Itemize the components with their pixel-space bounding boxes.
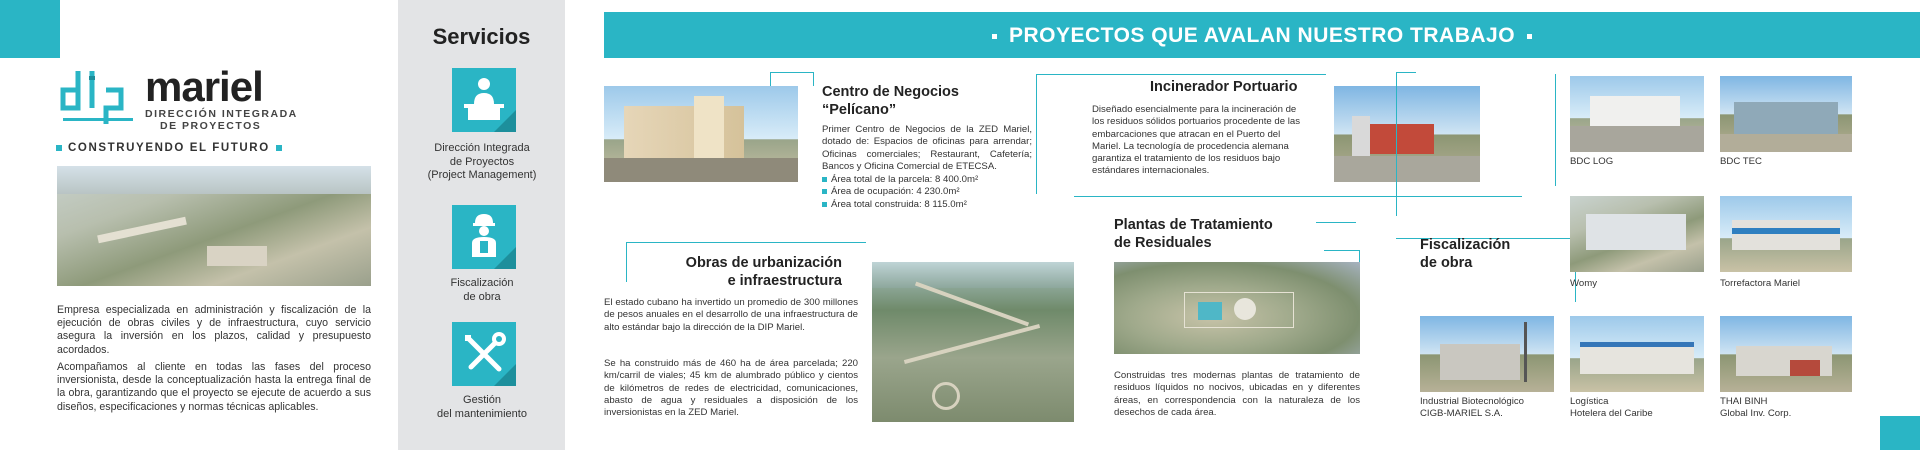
wrench-screwdriver-icon (452, 322, 516, 386)
fiscalizacion-connector-3 (1555, 74, 1556, 186)
service-icon-box-2 (452, 205, 516, 269)
logo (58, 66, 144, 128)
service-icon-box-3 (452, 322, 516, 386)
stat-item: Área total de la parcela: 8 400.0m² (822, 174, 978, 186)
brand-name: mariel (145, 63, 263, 110)
aerial-photo-zed (57, 166, 371, 286)
womy-caption: Womy (1570, 278, 1598, 289)
bdc-tec-photo (1720, 76, 1852, 152)
womy-photo (1570, 196, 1704, 272)
slogan (56, 142, 288, 154)
brand-subtitle-1: DIRECCIÓN INTEGRADA (145, 108, 298, 120)
plantas-connector (1316, 222, 1356, 223)
urbanizacion-title: Obras de urbanización e infraestructura (685, 255, 842, 289)
corner-accent-bottom-right (1880, 416, 1920, 450)
slogan-square-right (276, 145, 282, 151)
pelicano-stats (822, 174, 978, 211)
stat-item: Área total construida: 8 115.0m² (822, 199, 978, 211)
plantas-title: Plantas de Tratamiento de Residuales (1114, 217, 1273, 251)
service-label-3: Gestión del mantenimiento (437, 394, 527, 420)
pelicano-title: Centro de Negocios “Pelícano” (822, 84, 959, 118)
intro-paragraph-1: Empresa especializada en administración y fiscalización de la ejecución de obras civiles y de infraestructura, cuyo servicio asegura la inversión en los plazos, calidad y presupuesto acordados. (57, 304, 371, 356)
service-label-2: Fiscalización de obra (450, 277, 514, 303)
services-title: Servicios (432, 24, 531, 49)
fiscalizacion-title: Fiscalización de obra (1420, 237, 1511, 271)
plantas-text: Construidas tres modernas plantas de tratamiento de residuos líquidos no nocivos, ubicadas en y diferentes áreas, en correspondencia con la naturaleza de los desechos de cada área. (1114, 370, 1360, 418)
intro-paragraph-2: Acompañamos al cliente en todas las fases del proceso inversionista, desde la conceptualización hasta la entrega final de la obra, garantizando que el proyecto se ejecute de acuerdo a sus diseños, especificaciones y normas técnicas aplicables. (57, 361, 371, 413)
bdc-tec-caption: BDC TEC (1720, 156, 1762, 167)
logistica-photo (1570, 316, 1704, 392)
pelicano-photo (604, 86, 798, 182)
cigb-caption: Industrial Biotecnológico CIGB-MARIEL S.A. (1420, 396, 1524, 419)
pelicano-text: Primer Centro de Negocios de la ZED Mariel, dotado de: Espacios de oficinas para arrendar; Oficinas comerciales; Restaurant, Cafetería; Bancos y Oficina Comercial de ETECSA. (822, 124, 1032, 172)
urbanizacion-aerial-photo (872, 262, 1074, 422)
incinerador-connector-bottom (1074, 196, 1522, 197)
slogan-text: CONSTRUYENDO EL FUTURO (68, 142, 270, 154)
logistica-caption: Logística Hotelera del Caribe (1570, 396, 1653, 419)
fiscalizacion-connector (1396, 72, 1416, 216)
service-label-1: Dirección Integrada de Proyectos (Project Management) (427, 142, 537, 181)
urbanizacion-text-1: El estado cubano ha invertido un promedio de 300 millones de pesos anuales en el desarrollo de una infraestructura de alto estándar bajo la dirección de la DIP Mariel. (604, 297, 858, 333)
stat-item: Área de ocupación: 4 230.0m² (822, 186, 978, 198)
urbanizacion-text-2: Se ha construido más de 460 ha de área parcelada; 220 km/carril de viales; 45 km de alumbrado público y cientos de kilómetros de redes de electricidad, comunicaciones, abasto de agua y residuales a disposición de los inversionistas en la ZED Mariel. (604, 358, 858, 419)
bdc-log-photo (1570, 76, 1704, 152)
worker-helmet-icon (452, 205, 516, 269)
plantas-aerial-photo (1114, 262, 1360, 354)
dip-logo-icon (58, 66, 144, 128)
torrefactora-photo (1720, 196, 1852, 272)
service-icon-box-1 (452, 68, 516, 132)
manager-desk-icon (452, 68, 516, 132)
corner-accent-top-left (0, 0, 60, 58)
bdc-log-caption: BDC LOG (1570, 156, 1614, 167)
incinerador-title: Incinerador Portuario (1150, 79, 1298, 95)
pelicano-connector (770, 72, 814, 86)
torrefactora-caption: Torrefactora Mariel (1720, 278, 1800, 289)
projects-banner-title: PROYECTOS QUE AVALAN NUESTRO TRABAJO (604, 24, 1920, 48)
thai-binh-caption: THAI BINH Global Inv. Corp. (1720, 396, 1792, 419)
incinerador-text: Diseñado esencialmente para la incineración de los residuos sólidos portuarios procedente de las embarcaciones que atracan en el Puerto del Mariel. La tecnología de procedencia alemana garantiza el tratamiento de los residuos bajo estándares internacionales. (1092, 104, 1300, 177)
thai-binh-photo (1720, 316, 1852, 392)
brand-subtitle-2: DE PROYECTOS (160, 120, 262, 132)
slogan-square-left (56, 145, 62, 151)
cigb-photo (1420, 316, 1554, 392)
